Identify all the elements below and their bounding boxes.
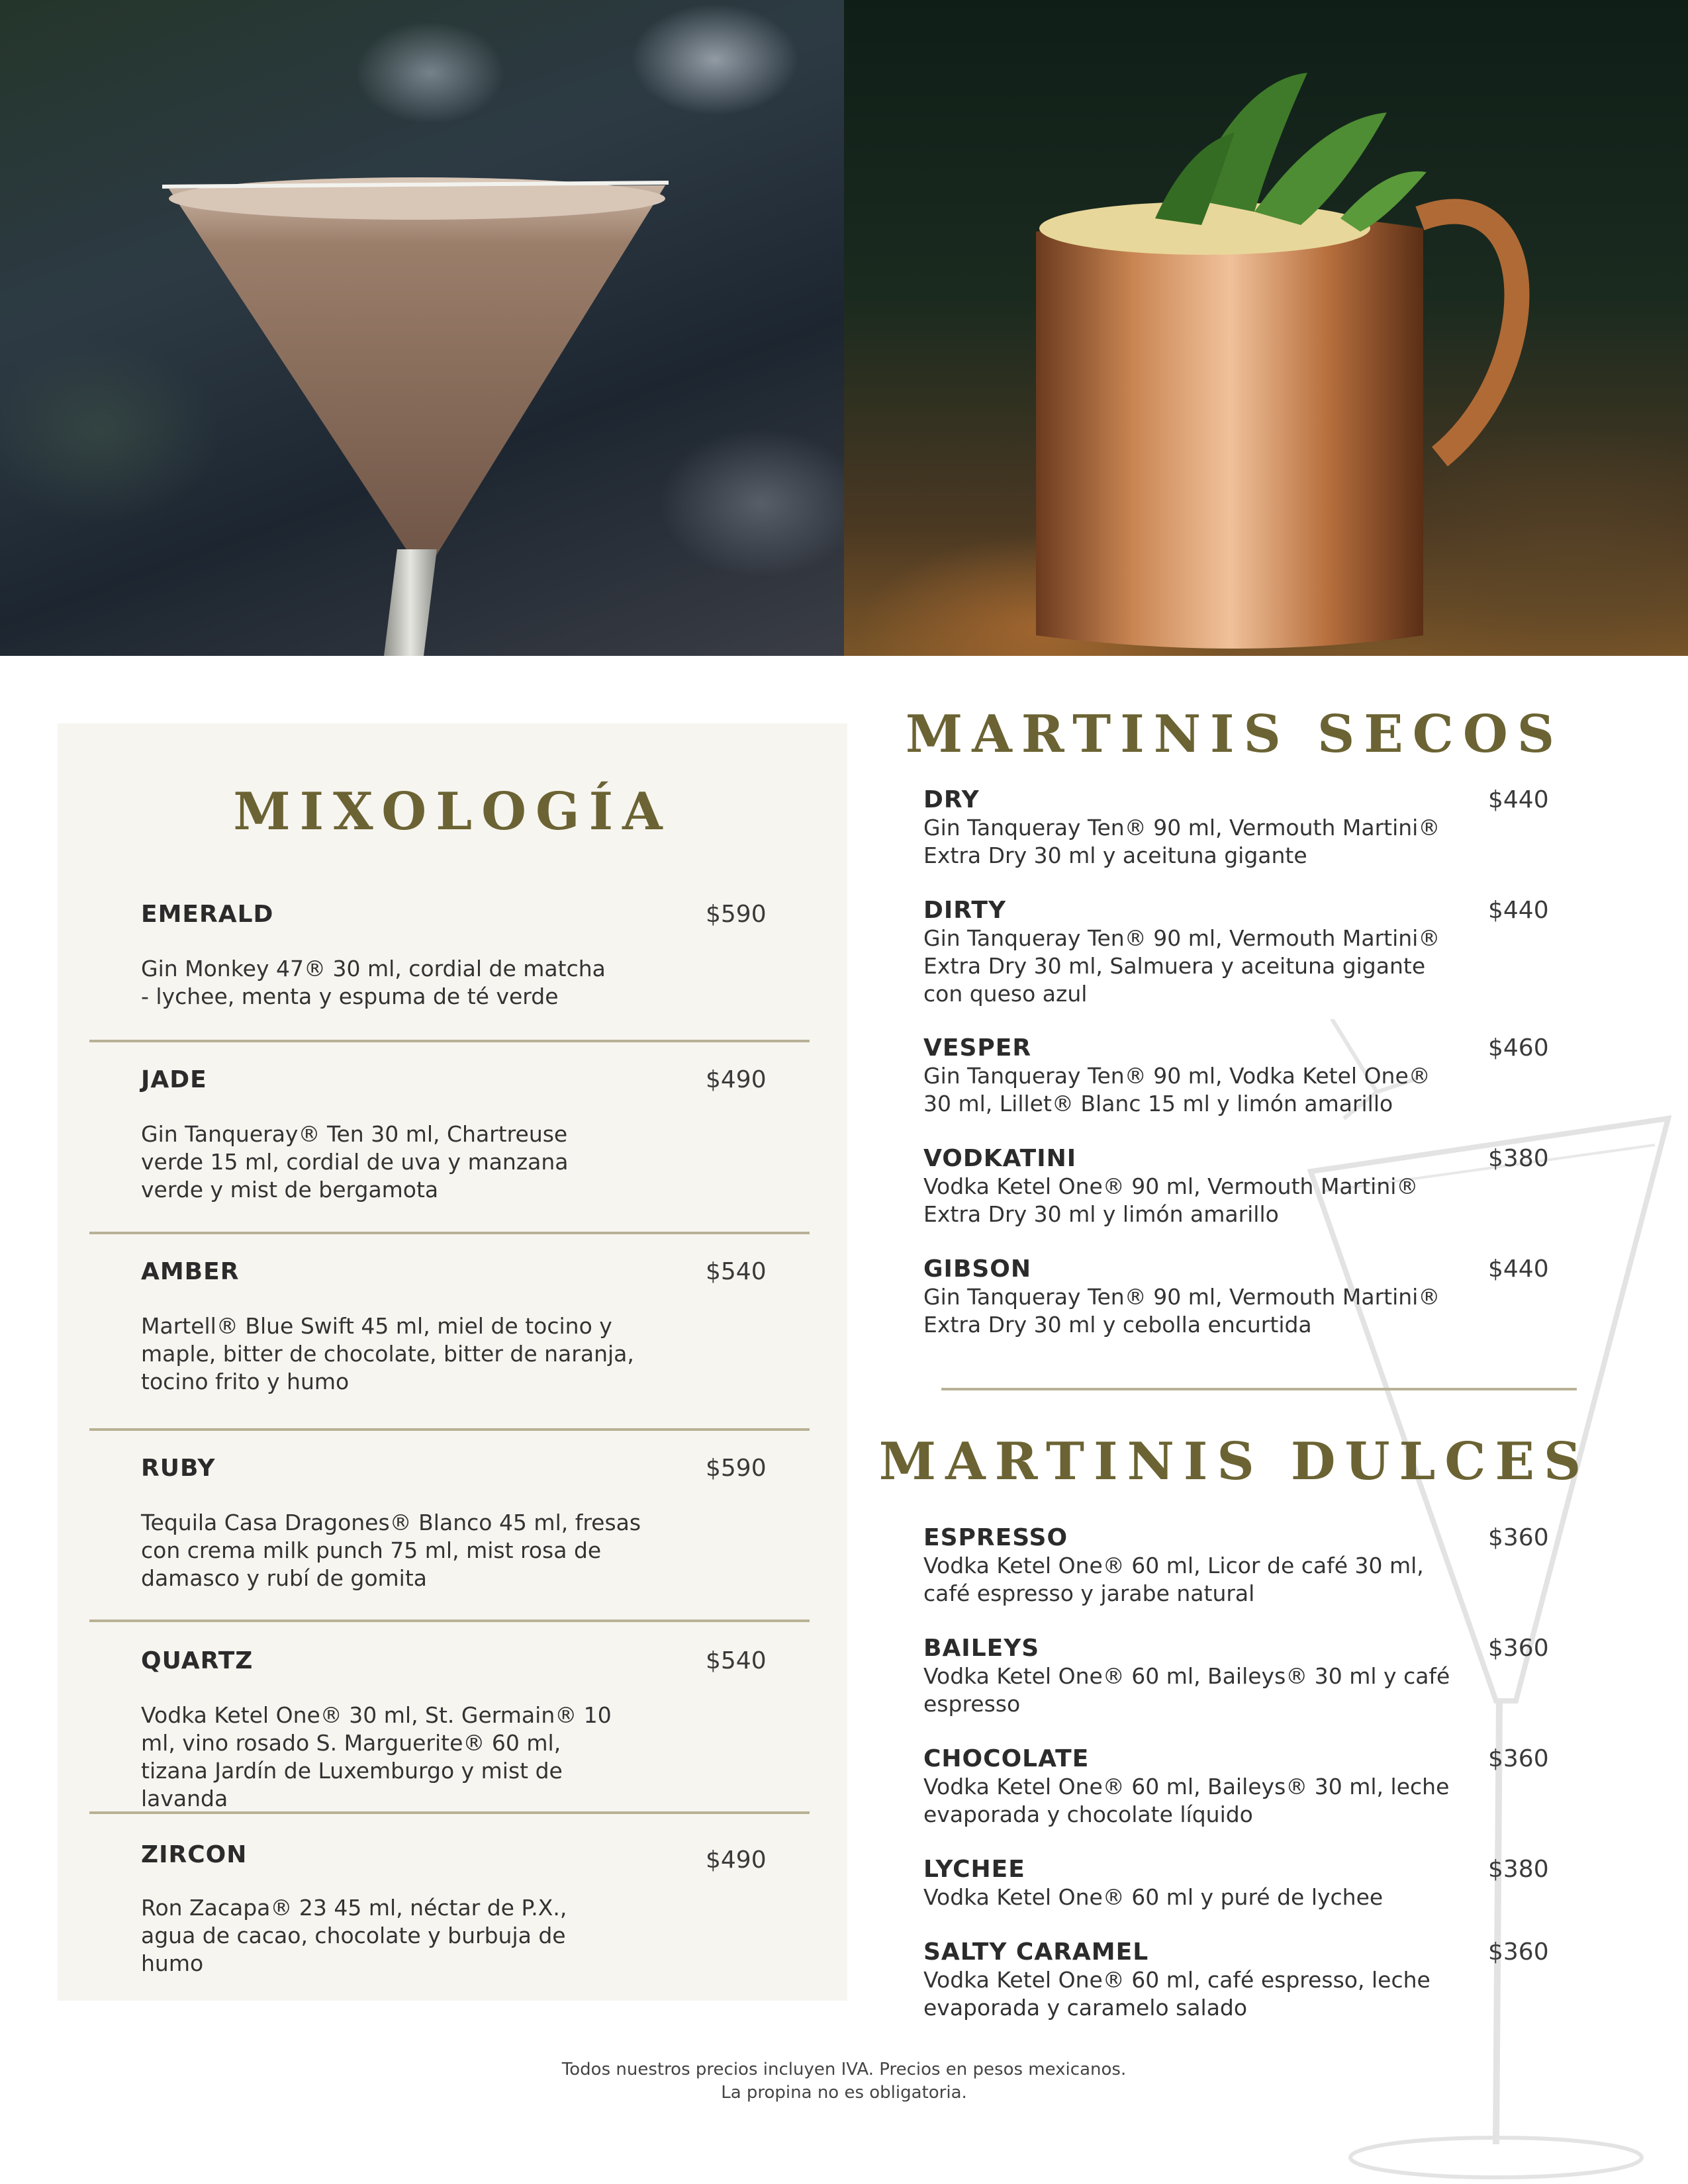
menu-item-name: ZIRCON <box>141 1841 248 1868</box>
divider <box>941 1388 1577 1390</box>
menu-item-description: Vodka Ketel One® 60 ml, café espresso, leche evaporada y caramelo salado <box>923 1967 1430 2021</box>
menu-item-description: Gin Monkey 47® 30 ml, cordial de matcha - lychee, menta y espuma de té verde <box>141 956 606 1009</box>
menu-item-description: Vodka Ketel One® 60 ml, Baileys® 30 ml, leche evaporada y chocolate líquido <box>923 1774 1450 1827</box>
menu-item-price: $380 <box>1488 1145 1549 1172</box>
footer-line-2: La propina no es obligatoria. <box>721 2083 967 2103</box>
menu-item-name: DIRTY <box>923 897 1007 924</box>
menu-item-price: $440 <box>1488 897 1549 924</box>
menu-item-name: GIBSON <box>923 1255 1032 1283</box>
menu-item-name: DRY <box>923 786 980 813</box>
menu-item-name: ESPRESSO <box>923 1524 1068 1551</box>
menu-item-description: Gin Tanqueray Ten® 90 ml, Vermouth Martini® Extra Dry 30 ml y cebolla encurtida <box>923 1284 1440 1338</box>
menu-item-price: $540 <box>706 1647 767 1674</box>
copper-mug-cocktail-photo <box>844 0 1688 656</box>
menu-item-price: $360 <box>1488 1745 1549 1772</box>
divider <box>89 1811 810 1814</box>
menu-item-description: Martell® Blue Swift 45 ml, miel de tocino y maple, bitter de chocolate, bitter de naranja, tocino frito y humo <box>141 1313 634 1394</box>
menu-item-description: Vodka Ketel One® 60 ml, Licor de café 30 ml, café espresso y jarabe natural <box>923 1553 1424 1606</box>
menu-item-price: $360 <box>1488 1635 1549 1662</box>
menu-item-name: RUBY <box>141 1455 216 1482</box>
menu-item-description: Tequila Casa Dragones® Blanco 45 ml, fresas con crema milk punch 75 ml, mist rosa de damasco y rubí de gomita <box>141 1510 641 1591</box>
mixologia-title: MIXOLOGÍA <box>233 782 672 842</box>
menu-item-price: $380 <box>1488 1856 1549 1883</box>
menu-item-name: CHOCOLATE <box>923 1745 1090 1772</box>
menu-item-price: $590 <box>706 901 767 928</box>
menu-item-price: $490 <box>706 1066 767 1093</box>
footer-note <box>0 2058 1688 2105</box>
menu-item-name: EMERALD <box>141 901 274 928</box>
menu-item-name: VODKATINI <box>923 1145 1077 1172</box>
divider <box>89 1428 810 1431</box>
menu-item-name: LYCHEE <box>923 1856 1025 1883</box>
menu-item-price: $440 <box>1488 786 1549 813</box>
menu-item-price: $440 <box>1488 1255 1549 1283</box>
menu-item-name: AMBER <box>141 1258 240 1285</box>
menu-item-name: BAILEYS <box>923 1635 1040 1662</box>
menu-item-description: Vodka Ketel One® 60 ml y puré de lychee <box>923 1884 1383 1910</box>
menu-item-name: VESPER <box>923 1034 1032 1062</box>
chocolate-martini-photo <box>0 0 844 656</box>
martinis-secos-title: MARTINIS SECOS <box>905 704 1564 764</box>
menu-item-description: Vodka Ketel One® 60 ml, Baileys® 30 ml y café espresso <box>923 1663 1450 1717</box>
menu-item-price: $540 <box>706 1258 767 1285</box>
menu-item-description: Gin Tanqueray Ten® 90 ml, Vermouth Martini® Extra Dry 30 ml y aceituna gigante <box>923 815 1440 868</box>
mixologia-panel <box>58 723 847 1394</box>
divider <box>89 1232 810 1234</box>
menu-item-description: Vodka Ketel One® 30 ml, St. Germain® 10 ml, vino rosado S. Marguerite® 60 ml, tizana Jardín de Luxemburgo y mist de lavanda <box>141 1702 612 1811</box>
menu-item-description: Ron Zacapa® 23 45 ml, néctar de P.X., agua de cacao, chocolate y burbuja de humo <box>141 1895 567 1976</box>
menu-item-name: JADE <box>141 1066 207 1093</box>
menu-item-description: Gin Tanqueray Ten® 90 ml, Vermouth Martini® Extra Dry 30 ml, Salmuera y aceituna gigante con queso azul <box>923 925 1440 1007</box>
divider <box>89 1040 810 1042</box>
menu-item-description: Vodka Ketel One® 90 ml, Vermouth Martini® Extra Dry 30 ml y limón amarillo <box>923 1173 1419 1227</box>
menu-item-price: $460 <box>1488 1034 1549 1062</box>
menu-item-price: $360 <box>1488 1938 1549 1966</box>
footer-line-1: Todos nuestros precios incluyen IVA. Precios en pesos mexicanos. <box>561 2060 1127 2079</box>
divider <box>89 1619 810 1622</box>
menu-item-price: $360 <box>1488 1524 1549 1551</box>
menu-item-price: $590 <box>706 1455 767 1482</box>
menu-item-name: QUARTZ <box>141 1647 254 1674</box>
martinis-dulces-title: MARTINIS DULCES <box>878 1432 1591 1492</box>
menu-item-name: SALTY CARAMEL <box>923 1938 1149 1966</box>
menu-item-price: $490 <box>706 1846 767 1874</box>
menu-item-description: Gin Tanqueray® Ten 30 ml, Chartreuse verde 15 ml, cordial de uva y manzana verde y mist de bergamota <box>141 1121 569 1203</box>
menu-item-description: Gin Tanqueray Ten® 90 ml, Vodka Ketel One® 30 ml, Lillet® Blanc 15 ml y limón amarillo <box>923 1063 1430 1116</box>
